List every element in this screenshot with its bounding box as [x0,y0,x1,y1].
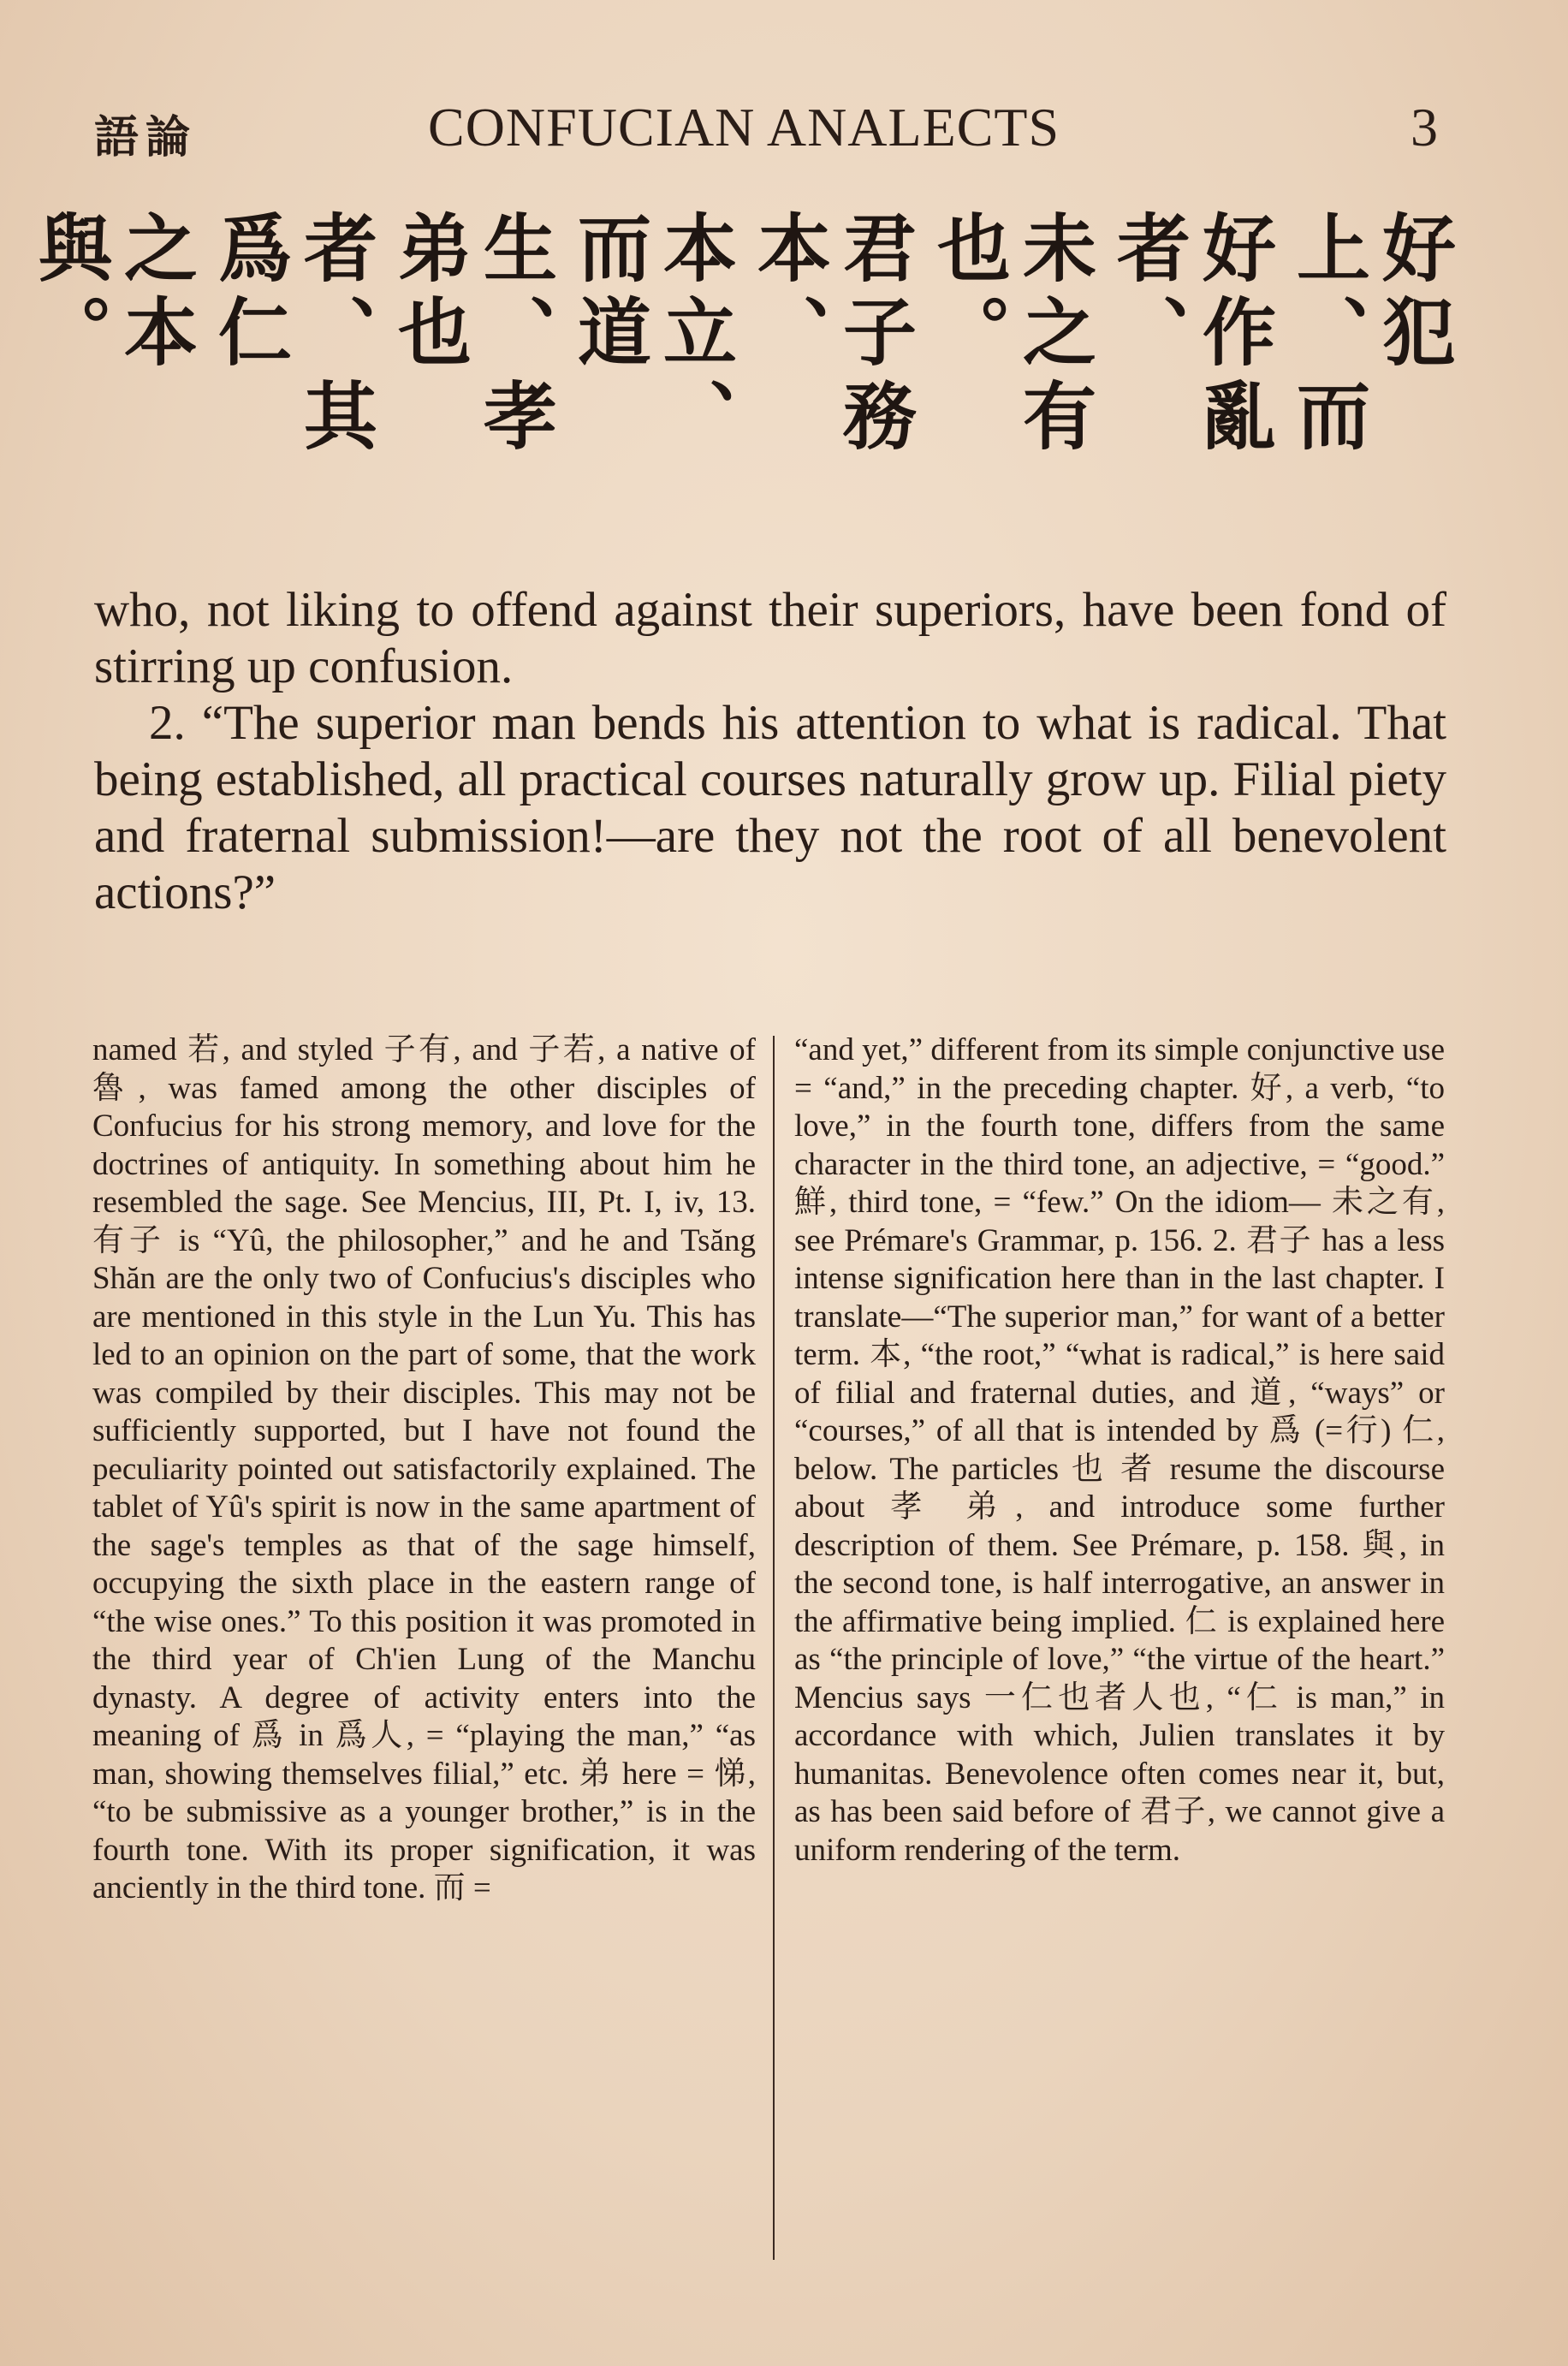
chinese-column: 未之有也。 [924,210,1096,461]
chinese-column: 好作亂者、 [1104,210,1275,461]
notes-right-column: “and yet,” different from its simple conjunctive use = “and,” in the preceding chapter. 好, a verb, “to love,” in the fourth tone, differs from the same character in the third tone, an adjective, = “good.” 鮮, third tone, = “few.” On the idiom— 未之有, see Prémare's Grammar, p. 156. 2. 君子 has a less intense signification here than in the last chapter. I translate—“The superior man,” for want of a better term. 本, “the root,” “what is radical,” is here said of filial and fraternal duties, and 道, “ways” or “courses,” of all that is intended by 爲 (=行) 仁, below. The particles 也 者 resume the discourse about 孝 弟, and introduce some further description of them. See Prémare, p. 158. 與, in the second tone, is half interrogative, an answer in the affirmative being implied. 仁 is explained here as “the principle of love,” “the virtue of the heart.” Mencius says 一仁也者人也, “仁 is man,” in accordance with which, Julien translates it by humanitas. Benevolence often comes near it, but, as has been said before of 君子, we cannot give a uniform rendering of the term. [794,1032,1445,1868]
page-number: 3 [1411,97,1438,158]
column-divider [773,1036,775,2260]
chinese-column: 好犯上、而 [1284,210,1455,461]
chinese-column: 君子務本、 [745,210,916,461]
chinese-column: 本立、而道 [565,210,736,461]
chinese-column: 生、孝弟也 [385,210,556,461]
translation-paragraph-1: who, not liking to offend against their superiors, have been fond of stirring up confusion. [94,583,1446,693]
translation [94,582,1446,921]
chinese-column: 者、其爲仁 [205,210,377,461]
translation-paragraph-2: 2. “The superior man bends his attention to what is radical. That being established, all practical courses naturally grow up. Filial piety and fraternal submission!—are they not the root of all benevolent actions?” [94,696,1446,919]
chinese-text-block [26,210,1455,535]
header-chinese-title: 語論 [94,111,198,163]
header-title: CONFUCIAN ANALECTS [428,97,1060,158]
notes-left-column: named 若, and styled 子有, and 子若, a native of 魯, was famed among the other disciples of Confucius for his strong memory, and love for the doctrines of antiquity. In something about him he resembled the sage. See Mencius, III, Pt. I, iv, 13. 有子 is “Yû, the philosopher,” and he and Tsăng Shăn are the only two of Confucius's disciples who are mentioned in this style in the Lun Yu. This has led to an opinion on the part of some, that the work was compiled by their disciples. This may not be sufficiently supported, but I have not found the peculiarity pointed out satisfactorily explained. The tablet of Yû's spirit is now in the same apartment of the sage's temples as that of the sage himself, occupying the sixth place in the eastern range of “the wise ones.” To this position it was promoted in the third year of Ch'ien Lung of the Manchu dynasty. A degree of activity enters into the meaning of 爲 in 爲人, = “playing the man,” “as man, showing themselves filial,” etc. 弟 here = 悌, “to be submissive as a younger brother,” is in the fourth tone. With its proper signification, it was anciently in the third tone. 而 = [92,1032,756,1905]
chinese-column: 之本與。 [26,210,197,377]
